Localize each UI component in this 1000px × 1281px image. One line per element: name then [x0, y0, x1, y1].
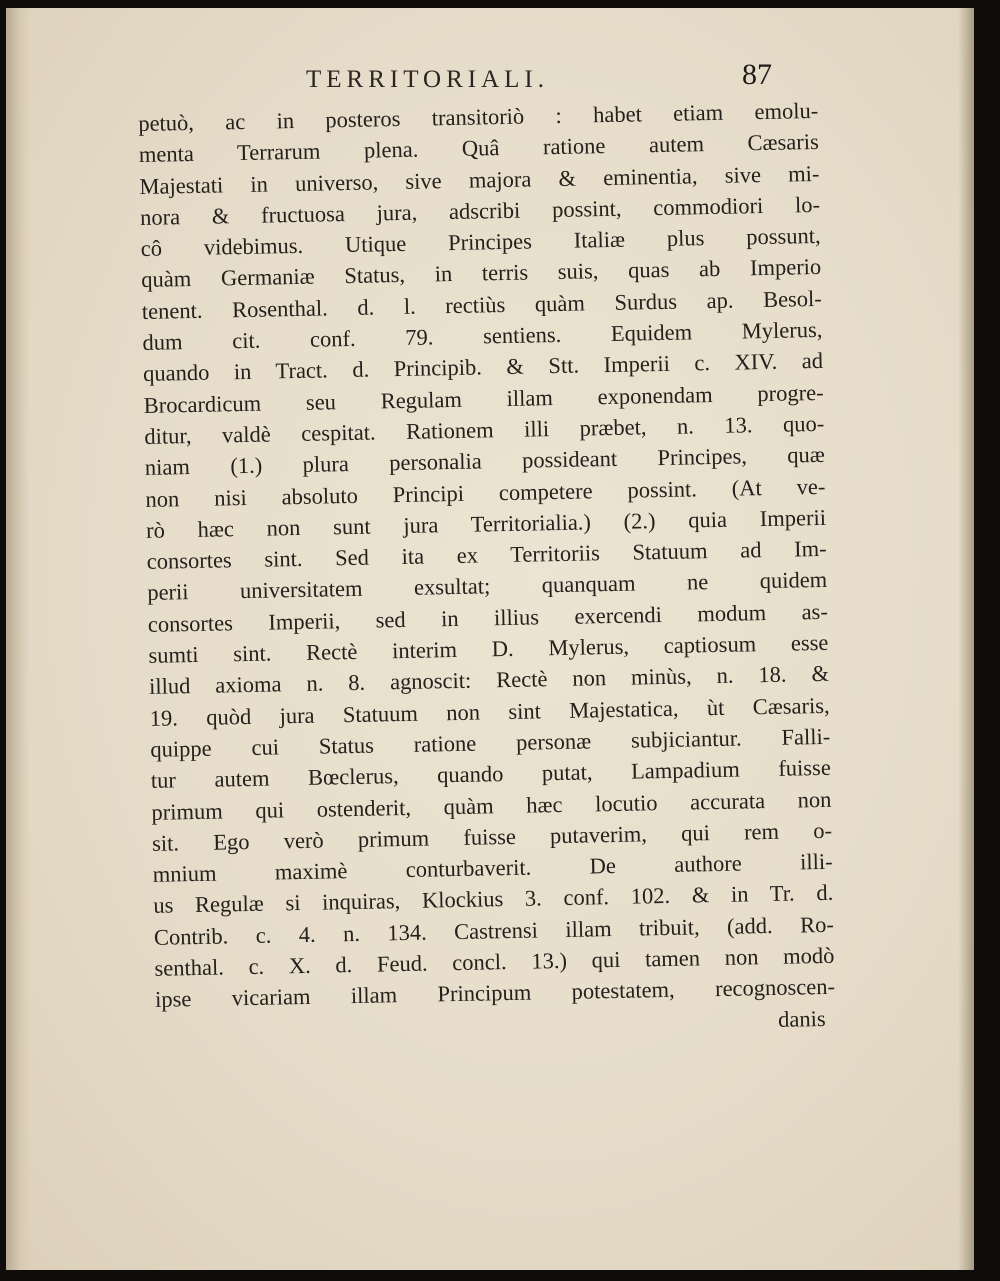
text-line: ditur, valdè cespitat. Rationem illi præbet, n. 13. quo- [144, 410, 825, 449]
text-line: Brocardicum seu Regulam illam exponendam progre- [143, 379, 824, 418]
page-edge-shadow-right [958, 8, 974, 1270]
page-number: 87 [742, 58, 772, 91]
text-line: illud axioma n. 8. agnoscit: Rectè non minùs, n. 18. & [148, 661, 830, 700]
text-line: mnium maximè conturbaverit. De authore illi- [152, 848, 833, 887]
text-line: consortes sint. Sed ita ex Territoriis Statuum ad Im- [146, 536, 827, 575]
text-line: nora & fructuosa jura, adscribi possint, commodiori lo- [139, 191, 821, 230]
body-text [138, 95, 836, 1047]
text-line: us Regulæ si inquiras, Klockius 3. conf. 102. & in Tr. d. [153, 880, 834, 919]
text-line: menta Terrarum plena. Quâ ratione autem Cæsaris [138, 129, 820, 168]
text-line: rò hæc non sunt jura Territorialia.) (2.) quia Imperii [145, 504, 827, 543]
text-line: quàm Germaniæ Status, in terris suis, quas ab Imperio [141, 254, 822, 293]
text-line: dum cit. conf. 79. sentiens. Equidem Mylerus, [142, 316, 823, 356]
book-page [6, 8, 974, 1270]
text-line: ipse vicariam illam Principum potestatem, recognoscen- [154, 974, 836, 1013]
text-line: niam (1.) plura personalia possideant Principes, quæ [144, 442, 826, 481]
text-line: quippe cui Status ratione personæ subjiciantur. Falli- [150, 723, 831, 762]
text-line: primum qui ostenderit, quàm hæc locutio accurata non [151, 786, 832, 825]
text-line: cô videbimus. Utique Principes Italiæ plus possunt, [140, 223, 821, 262]
text-line: tur autem Bœclerus, quando putat, Lampadium fuisse [150, 755, 832, 794]
text-line: petuò, ac in posteros transitoriò : habet etiam emolu- [138, 97, 819, 136]
text-line: quando in Tract. d. Principib. & Stt. Imperii c. XIV. ad [142, 348, 824, 387]
text-line: sit. Ego verò primum fuisse putaverim, qui rem o- [151, 817, 833, 856]
page-edge-shadow-left [6, 8, 30, 1270]
running-head: TERRITORIALI. [306, 66, 549, 93]
text-line: Contrib. c. 4. n. 134. Castrensi illam tribuit, (add. Ro- [153, 911, 835, 950]
catchword: danis [777, 1005, 826, 1032]
text-line: 19. quòd jura Statuum non sint Majestatica, ùt Cæsaris, [149, 692, 830, 731]
text-line: perii universitatem exsultat; quanquam ne quidem [147, 567, 828, 606]
text-line: senthal. c. X. d. Feud. concl. 13.) qui tamen non modò [154, 942, 835, 981]
text-line: sumti sint. Rectè interim D. Mylerus, captiosum esse [148, 629, 829, 668]
text-line: tenent. Rosenthal. d. l. rectiùs quàm Surdus ap. Besol- [141, 285, 823, 324]
text-line: non nisi absoluto Principi competere possint. (At ve- [145, 473, 826, 512]
text-line: Majestati in universo, sive majora & eminentia, sive mi- [139, 160, 820, 199]
text-line: consortes Imperii, sed in illius exercendi modum as- [147, 598, 829, 637]
